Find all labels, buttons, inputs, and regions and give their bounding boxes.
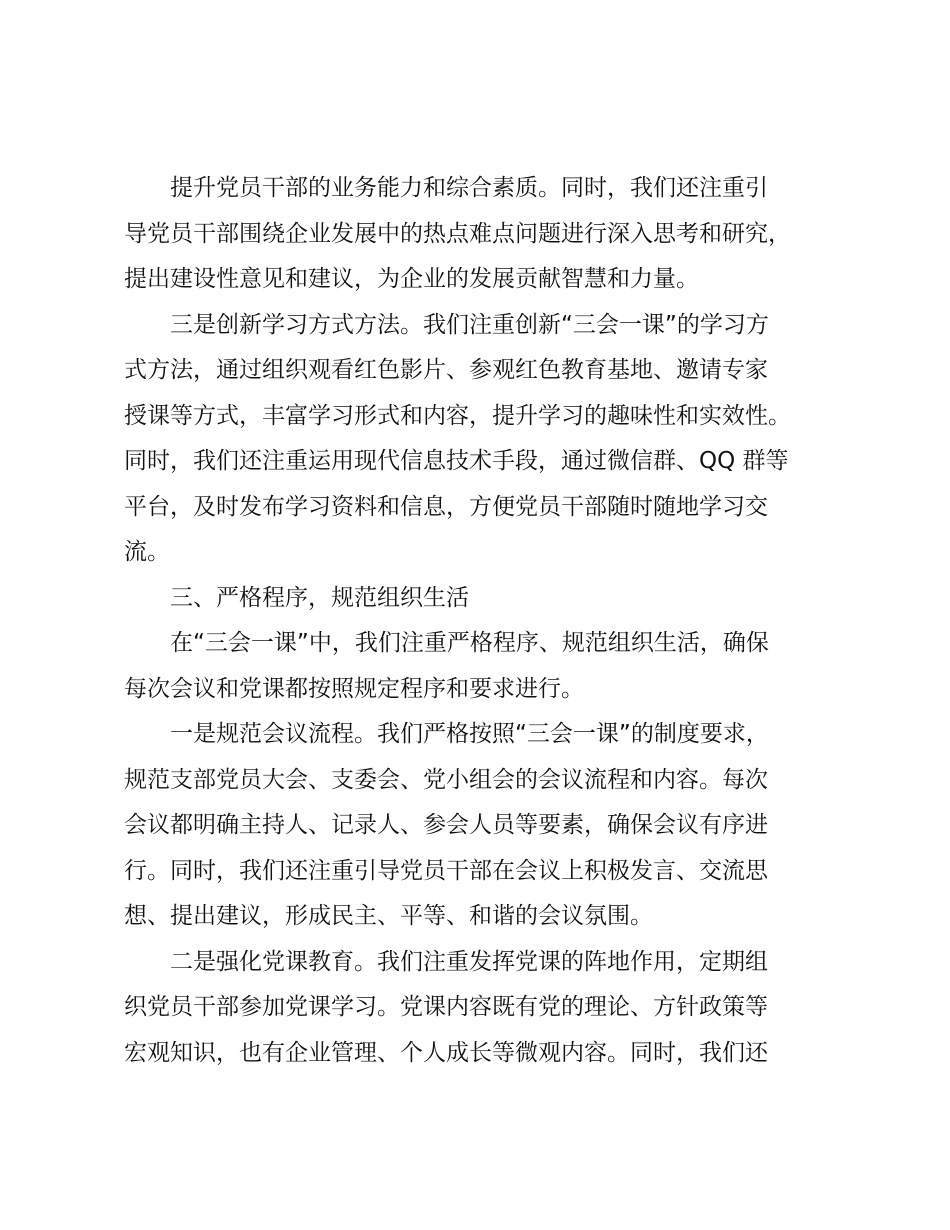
text-line: 织党员干部参加党课学习。党课内容既有党的理论、方针政策等 (124, 994, 768, 1020)
text-line: 规范支部党员大会、支委会、党小组会的会议流程和内容。每次 (124, 766, 768, 793)
text-line: 宏观知识，也有企业管理、个人成长等微观内容。同时，我们还 (124, 1039, 768, 1066)
text-line: 三是创新学习方式方法。我们注重创新“三会一课”的学习方 (170, 311, 769, 338)
text-line: 行。同时，我们还注重引导党员干部在会议上积极发言、交流思 (124, 857, 768, 884)
text-line: 式方法，通过组织观看红色影片、参观红色教育基地、邀请专家 (124, 357, 768, 383)
text-line: 一是规范会议流程。我们严格按照“三会一课”的制度要求， (170, 721, 769, 747)
document-body (124, 166, 834, 1076)
text-line: 平台，及时发布学习资料和信息，方便党员干部随时随地学习交 (124, 493, 768, 520)
text-line: 提出建设性意见和建议，为企业的发展贡献智慧和力量。 (124, 266, 699, 292)
text-line: 想、提出建议，形成民主、平等、和谐的会议氛围。 (124, 903, 653, 929)
text-line: 每次会议和党课都按照规定程序和要求进行。 (124, 675, 584, 702)
text-line: 会议都明确主持人、记录人、参会人员等要素，确保会议有序进 (124, 812, 768, 838)
text-line: 提升党员干部的业务能力和综合素质。同时，我们还注重引 (170, 175, 768, 201)
text-line: 二是强化党课教育。我们注重发挥党课的阵地作用，定期组 (170, 948, 768, 975)
text-line: 授课等方式，丰富学习形式和内容，提升学习的趣味性和实效性。 (124, 402, 791, 429)
text-line: 导党员干部围绕企业发展中的热点难点问题进行深入思考和研究， (124, 220, 791, 247)
text-line: 在“三会一课”中，我们注重严格程序、规范组织生活，确保 (170, 630, 769, 656)
text-line: 流。 (124, 539, 170, 565)
section-heading: 三、严格程序，规范组织生活 (170, 584, 469, 611)
text-line: 同时，我们还注重运用现代信息技术手段，通过微信群、QQ 群等 (124, 448, 789, 474)
